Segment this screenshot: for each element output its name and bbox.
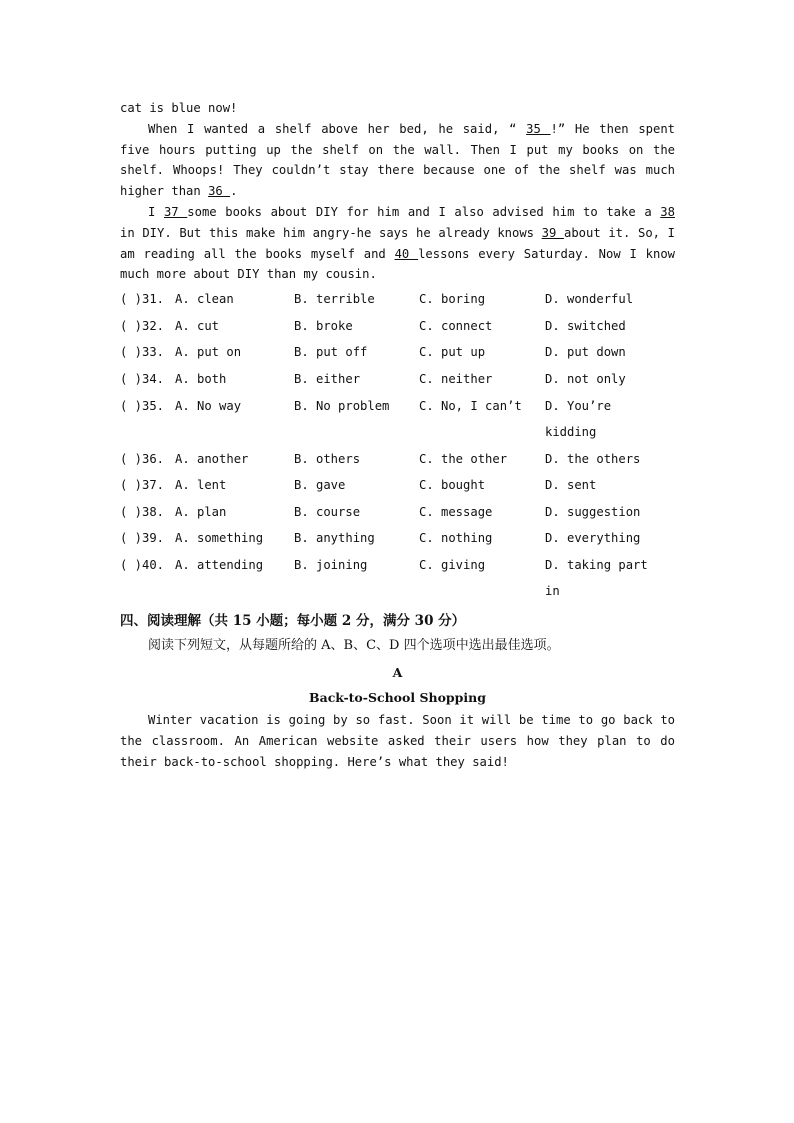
question-row	[120, 393, 675, 446]
question-number: ( )32.	[120, 318, 165, 333]
option-a: A. cut	[175, 318, 220, 333]
option-d: D. You’re kidding	[545, 398, 612, 439]
option-a: A. something	[175, 531, 264, 546]
option-b: B. others	[294, 451, 361, 466]
passage-paragraph-3	[120, 202, 675, 285]
blank-35: 35	[526, 121, 551, 136]
option-b: B. terrible	[294, 292, 375, 307]
question-row	[120, 525, 675, 552]
option-c: C. connect	[419, 318, 493, 333]
option-b: B. anything	[294, 531, 375, 546]
question-row	[120, 446, 675, 473]
option-b: B. course	[294, 504, 361, 519]
option-c: C. boring	[419, 292, 486, 307]
option-a: A. lent	[175, 478, 227, 493]
section-heading: 四、阅读理解（共 15 小题；每小题 2 分，满分 30 分）	[120, 612, 466, 629]
text-segment: lessons every Saturday. Now I know much more about DIY than my cousin.	[120, 246, 676, 282]
option-c: C. the other	[419, 451, 508, 466]
option-a: A. attending	[175, 557, 264, 572]
passage-body: Winter vacation is going by so fast. Soon it will be time to go back to the classroom. An American website asked their users how they plan to do their back-to-school shopping. Here’s what they said!	[120, 712, 675, 769]
option-d: D. switched	[545, 318, 626, 333]
text-segment: about it. So, I am reading all the books myself and	[120, 225, 675, 261]
question-number: ( )33.	[120, 345, 165, 360]
question-row	[120, 366, 675, 393]
question-list	[120, 286, 675, 605]
option-b: B. put off	[294, 345, 368, 360]
section-instruction: 阅读下列短文，从每题所给的 A、B、C、D 四个选项中选出最佳选项。	[148, 637, 560, 653]
option-c: C. message	[419, 504, 493, 519]
option-b: B. either	[294, 371, 361, 386]
option-c: C. No, I can’t	[419, 398, 522, 413]
option-d: D. not only	[545, 371, 626, 386]
option-c: C. bought	[419, 478, 486, 493]
option-c: C. nothing	[419, 531, 493, 546]
passage-title: Back-to-School Shopping	[309, 689, 486, 705]
option-c: C. neither	[419, 371, 493, 386]
option-d: D. taking part in	[545, 557, 648, 599]
question-number: ( )36.	[120, 451, 165, 466]
option-d: D. wonderful	[545, 292, 634, 307]
blank-39: 39	[541, 225, 564, 240]
option-c: C. put up	[419, 345, 486, 360]
exam-page	[120, 98, 675, 772]
question-number: ( )37.	[120, 478, 165, 493]
blank-36: 36	[208, 184, 231, 199]
question-number: ( )39.	[120, 531, 165, 546]
option-a: A. No way	[175, 398, 242, 413]
option-b: B. broke	[294, 318, 353, 333]
option-a: A. both	[175, 371, 227, 386]
blank-38: 38	[660, 204, 675, 219]
question-row	[120, 499, 675, 526]
passage-paragraph-2	[120, 119, 675, 202]
option-d: D. everything	[545, 531, 641, 546]
option-d: D. suggestion	[545, 504, 641, 519]
option-a: A. put on	[175, 345, 242, 360]
option-d: D. sent	[545, 478, 597, 493]
blank-40: 40	[394, 246, 419, 261]
question-row	[120, 472, 675, 499]
passage-line-1: cat is blue now!	[120, 101, 238, 115]
option-d: D. put down	[545, 345, 626, 360]
question-row	[120, 339, 675, 366]
option-b: B. No problem	[294, 398, 390, 413]
option-b: B. joining	[294, 557, 368, 572]
option-a: A. clean	[175, 292, 234, 307]
text-segment: I	[148, 204, 164, 219]
text-segment: When I wanted a shelf above her bed, he said, “	[148, 121, 527, 136]
question-number: ( )40.	[120, 557, 165, 572]
text-segment: in DIY. But this make him angry-he says he already knows	[120, 225, 542, 240]
option-b: B. gave	[294, 478, 346, 493]
text-segment: some books about DIY for him and I also advised him to take a	[187, 204, 661, 219]
question-number: ( )31.	[120, 292, 165, 307]
text-segment: .	[230, 184, 238, 199]
option-a: A. plan	[175, 504, 227, 519]
question-row	[120, 313, 675, 340]
question-row	[120, 552, 675, 605]
text-segment: !” He then spent five hours putting up the shelf on the wall. Then I put my books on the shelf. Whoops! They couldn’t stay there because one of the shelf was much higher than	[120, 121, 676, 199]
option-a: A. another	[175, 451, 249, 466]
option-d: D. the others	[545, 451, 641, 466]
question-row	[120, 286, 675, 313]
question-number: ( )35.	[120, 398, 165, 413]
option-c: C. giving	[419, 557, 486, 572]
question-number: ( )34.	[120, 371, 165, 386]
passage-label: A	[392, 664, 403, 680]
question-number: ( )38.	[120, 504, 165, 519]
blank-37: 37	[163, 204, 188, 219]
